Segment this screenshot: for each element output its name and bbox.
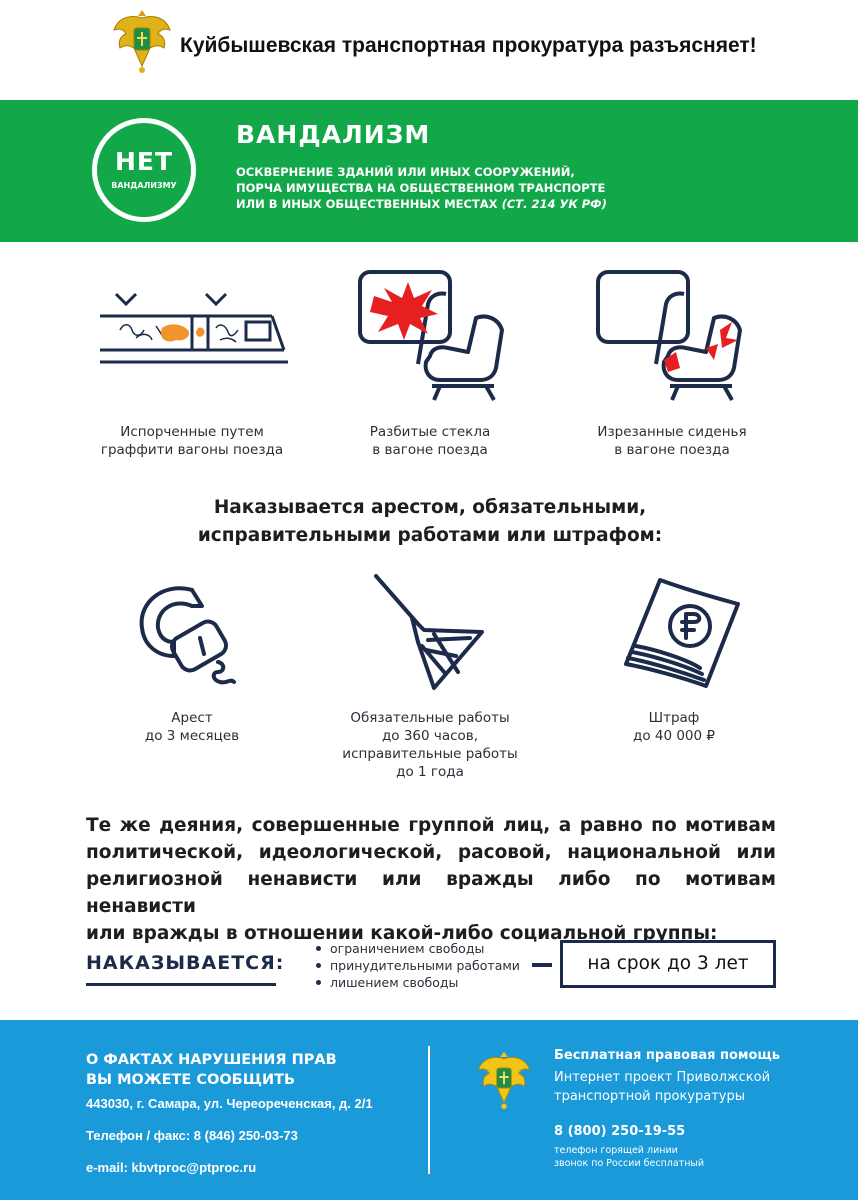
prosecutor-emblem-icon bbox=[476, 1046, 532, 1110]
note-line: звонок по России бесплатный bbox=[554, 1158, 705, 1169]
badge-subtitle: ВАНДАЛИЗМУ bbox=[111, 181, 177, 190]
caption-line: Разбитые стекла bbox=[369, 424, 491, 440]
legal-help-title: Бесплатная правовая помощь bbox=[554, 1048, 781, 1063]
caption-line: Испорченные путем bbox=[120, 424, 264, 440]
hotline-number[interactable]: 8 (800) 250-19-55 bbox=[554, 1124, 686, 1139]
caption-line: Обязательные работы bbox=[350, 710, 510, 726]
badge-word: НЕТ bbox=[114, 147, 174, 176]
paragraph-line: или вражды в отношении какой-либо социальной группы: bbox=[86, 923, 718, 944]
broom-icon bbox=[372, 572, 490, 694]
project-line: Интернет проект Приволжской bbox=[554, 1070, 771, 1085]
banner-desc-line: ОСКВЕРНЕНИЕ ЗДАНИЙ ИЛИ ИНЫХ СООРУЖЕНИЙ, bbox=[236, 165, 575, 179]
vandalism-banner bbox=[0, 100, 858, 242]
paragraph-line: политической, идеологической, расовой, национальной или bbox=[86, 842, 776, 863]
prosecutor-emblem-icon bbox=[112, 4, 172, 74]
address-text: 443030, г. Самара, ул. Череореченская, д. 2/1 bbox=[86, 1096, 373, 1111]
banner-desc-line: ПОРЧА ИМУЩЕСТВА НА ОБЩЕСТВЕННОМ ТРАНСПОРТЕ bbox=[236, 181, 606, 195]
footer-divider bbox=[428, 1046, 430, 1174]
money-icon bbox=[620, 574, 744, 692]
caption-line: Арест bbox=[171, 710, 213, 726]
hotline-note bbox=[554, 1144, 814, 1170]
page-header bbox=[0, 0, 858, 100]
list-item: принудительными работами bbox=[316, 957, 520, 974]
broken-window-icon bbox=[356, 268, 512, 406]
caption-line: исправительные работы bbox=[342, 746, 518, 762]
punishment-caption bbox=[604, 709, 744, 745]
caption-line: до 40 000 ₽ bbox=[632, 728, 715, 744]
handcuffs-icon bbox=[134, 576, 250, 692]
caption-line: до 3 месяцев bbox=[144, 728, 240, 744]
dash-divider bbox=[532, 963, 552, 967]
punishment-caption bbox=[340, 709, 520, 781]
footer-heading bbox=[86, 1050, 337, 1090]
banner-desc-text: ИЛИ В ИНЫХ ОБЩЕСТВЕННЫХ МЕСТАХ bbox=[236, 197, 498, 211]
heading-line: Наказывается арестом, обязательными, bbox=[213, 497, 647, 518]
email-link[interactable]: e-mail: kbvtproc@ptproc.ru bbox=[86, 1160, 257, 1175]
example-caption bbox=[582, 423, 762, 459]
project-line: транспортной прокуратуры bbox=[554, 1089, 746, 1104]
project-description bbox=[554, 1068, 814, 1106]
list-item: лишением свободы bbox=[316, 974, 520, 991]
sanction-list bbox=[316, 940, 520, 991]
punishment-caption bbox=[120, 709, 264, 745]
paragraph-line: Те же деяния, совершенные группой лиц, а равно по мотивам bbox=[86, 815, 776, 836]
punishment-heading bbox=[150, 494, 710, 550]
paragraph-line: религиозной ненависти или вражды либо по мотивам ненависти bbox=[86, 869, 776, 917]
caption-line: в вагоне поезда bbox=[614, 442, 730, 458]
no-vandalism-badge bbox=[92, 118, 196, 222]
caption-line: до 360 часов, bbox=[381, 728, 479, 744]
caption-line: в вагоне поезда bbox=[372, 442, 488, 458]
heading-line: О ФАКТАХ НАРУШЕНИЯ ПРАВ bbox=[86, 1052, 337, 1068]
page-title: Куйбышевская транспортная прокуратура разъясняет! bbox=[180, 34, 757, 57]
banner-title: ВАНДАЛИЗМ bbox=[236, 120, 431, 149]
example-caption bbox=[96, 423, 288, 459]
list-item: ограничением свободы bbox=[316, 940, 520, 957]
note-line: телефон горящей линии bbox=[554, 1145, 678, 1156]
graffiti-train-icon bbox=[96, 290, 288, 370]
heading-line: исправительными работами или штрафом: bbox=[197, 525, 663, 546]
caption-line: Изрезанные сиденья bbox=[597, 424, 747, 440]
banner-desc-line bbox=[236, 196, 676, 212]
term-box: на срок до 3 лет bbox=[560, 940, 776, 988]
caption-line: Штраф bbox=[648, 710, 700, 726]
heading-line: ВЫ МОЖЕТЕ СООБЩИТЬ bbox=[86, 1072, 296, 1088]
banner-description bbox=[236, 164, 676, 212]
aggravated-offense-text bbox=[86, 812, 776, 947]
article-reference: (СТ. 214 УК РФ) bbox=[501, 197, 607, 211]
cut-seat-icon bbox=[594, 268, 750, 406]
caption-line: граффити вагоны поезда bbox=[100, 442, 284, 458]
caption-line: до 1 года bbox=[396, 764, 464, 780]
sanction-underline bbox=[86, 983, 276, 986]
phone-text[interactable]: Телефон / факс: 8 (846) 250-03-73 bbox=[86, 1128, 298, 1143]
example-caption bbox=[338, 423, 522, 459]
contact-footer bbox=[0, 1020, 858, 1200]
sanction-label: НАКАЗЫВАЕТСЯ: bbox=[86, 952, 285, 974]
